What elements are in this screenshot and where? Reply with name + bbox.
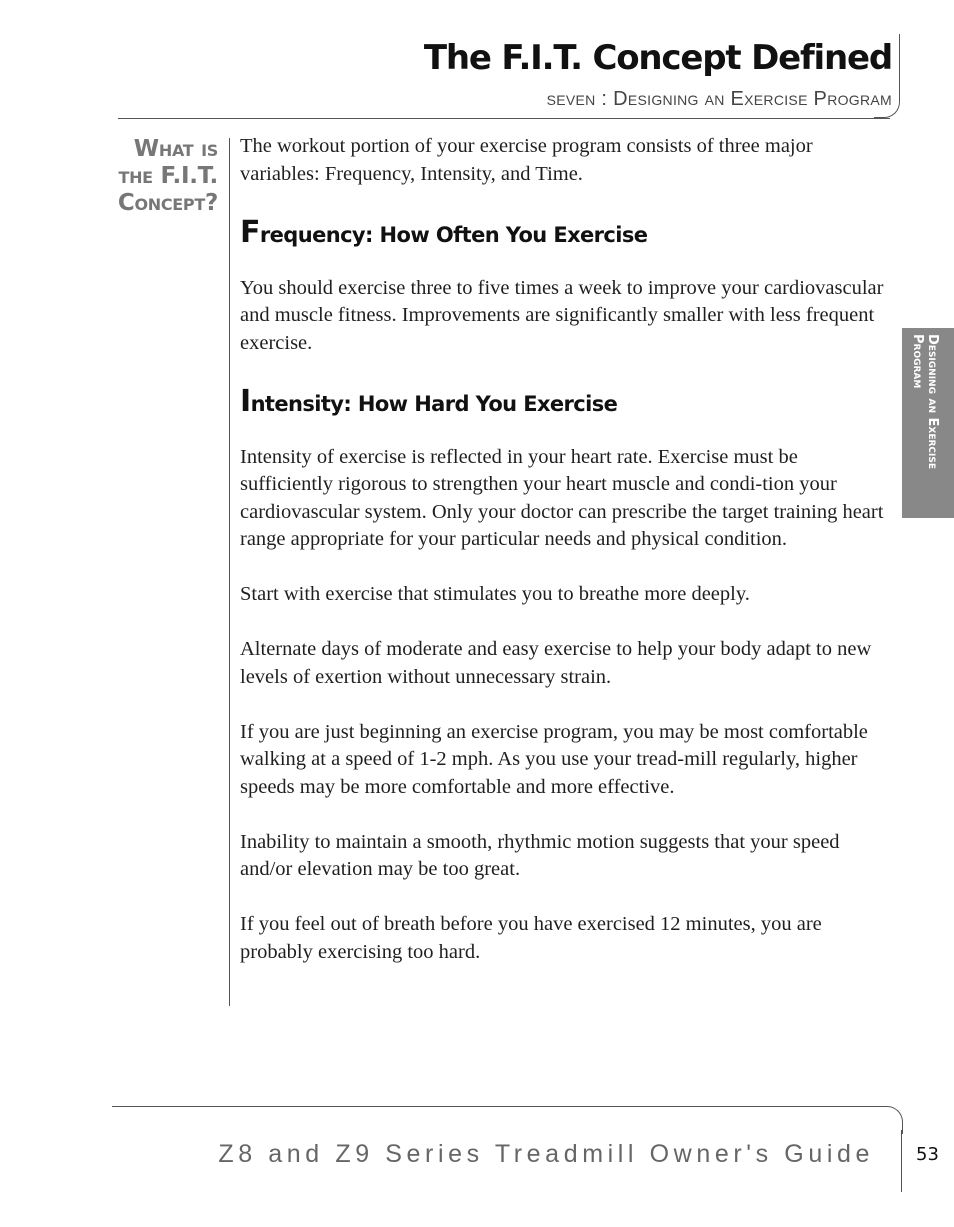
frequency-heading	[240, 216, 890, 252]
page-number: 53	[916, 1144, 939, 1165]
footer-corner-decoration	[878, 1106, 903, 1134]
footer-rule	[112, 1106, 880, 1107]
intro-paragraph: The workout portion of your exercise program consists of three major variables: Frequency, Intensity, and Time.	[240, 135, 813, 185]
page-title: The F.I.T. Concept Defined	[423, 38, 892, 78]
frequency-heading-text: requency: How Often You Exercise	[259, 222, 648, 247]
intensity-paragraph: If you feel out of breath before you have exercised 12 minutes, you are probably exercising too hard.	[240, 913, 822, 963]
intensity-paragraph: Alternate days of moderate and easy exercise to help your body adapt to new levels of exertion without unnecessary strain.	[240, 638, 872, 688]
frequency-initial: F	[240, 214, 260, 250]
intensity-heading	[240, 385, 890, 421]
intensity-paragraph: If you are just beginning an exercise program, you may be most comfortable walking at a speed of 1-2 mph. As you use your tread-mill regularly, higher speeds may be more comfortable and more effective.	[240, 720, 868, 798]
intensity-paragraph: Inability to maintain a smooth, rhythmic motion suggests that your speed and/or elevation may be too great.	[240, 830, 840, 880]
intensity-paragraph: Intensity of exercise is reflected in your heart rate. Exercise must be sufficiently rigorous to strengthen your heart muscle and condi-tion your cardiovascular system. Only your doctor can prescribe the target training heart range appropriate for your particular needs and physical condition.	[240, 445, 884, 550]
header-rule	[118, 118, 890, 119]
intensity-heading-text: ntensity: How Hard You Exercise	[250, 391, 618, 416]
footer-divider	[901, 1130, 902, 1192]
side-heading-line-3: Concept?	[117, 190, 218, 216]
side-heading	[68, 136, 218, 217]
content-divider	[229, 138, 230, 1006]
chapter-side-tab-label	[910, 334, 940, 514]
intensity-initial: I	[240, 383, 251, 419]
side-heading-line-1: What is	[133, 136, 218, 162]
frequency-paragraph: You should exercise three to five times a week to improve your cardiovascular and muscle fitness. Improvements are significantly smaller with less frequent exercise.	[240, 276, 884, 354]
side-tab-line-1: Designing an Exercise	[925, 334, 940, 469]
side-tab-line-2: Program	[910, 334, 925, 389]
side-heading-line-2: the F.I.T.	[118, 163, 218, 189]
intensity-paragraph: Start with exercise that stimulates you to breathe more deeply.	[240, 583, 750, 605]
guide-title: Z8 and Z9 Series Treadmill Owner's Guide	[218, 1140, 874, 1168]
main-content	[240, 133, 890, 994]
chapter-subtitle: seven : Designing an Exercise Program	[546, 88, 892, 110]
